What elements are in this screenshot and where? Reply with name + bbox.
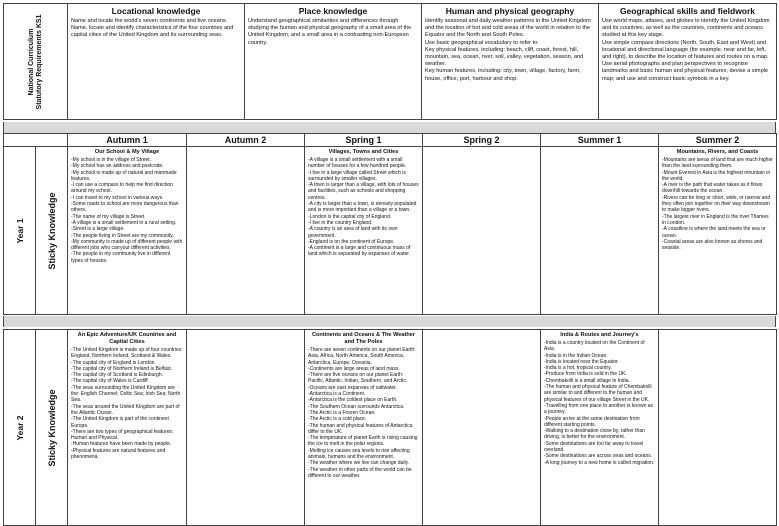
year-row [4,147,777,315]
term-header: Spring 2 [423,134,541,147]
knowledge-line: -India is located near the Equator. [544,358,619,365]
knowledge-line: -The temperature of planet Earth is rising causing the ice to melt in the polar regions. [308,435,418,448]
curriculum-column-skills [599,4,777,120]
curriculum-column-place [245,4,422,120]
term-cell-spring-2 [423,147,541,315]
term-header: Summer 2 [659,134,777,147]
knowledge-line: -The largest river in England is the river Thames in London. [662,213,769,226]
separator-band [3,122,776,133]
knowledge-line: -The name of my village is Street. [71,213,146,220]
term-cell-summer-2 [659,147,777,315]
curriculum-label-line: National Curriculum [27,28,35,95]
topic-title: Our School & My Village [94,149,160,155]
year-label-cell [4,330,36,526]
knowledge-line: -A continent is a large and continuous mass of land which is separated by expanses of water. [308,245,411,258]
curriculum-label-line: Statutory Requirements KS1 [35,14,43,109]
topic-title: An Epic Adventure/UK Countries and Capital Cities [77,332,177,345]
term-header-blank [4,134,68,147]
knowledge-line: -My school is made up of natural and manmade features. [71,169,177,182]
curriculum-column-title: Human and physical geography [445,6,575,16]
knowledge-line: -There are two types of geographical features: Human and Physical. [71,428,174,442]
knowledge-line: -The weather in other parts of the world can be different to our weather. [308,466,412,479]
sticky-knowledge-label: Sticky Knowledge [46,191,57,270]
curriculum-line: Key physical features, including: beach, cliff, coast, forest, hill, mountain, sea, ocean, river, soil, valley, vegetation, season, and weather. [425,46,584,68]
knowledge-line: -The United Kingdom is made up of four countries: England, Northern Ireland, Scotland & Wales. [71,347,183,360]
curriculum-column-locational [68,4,245,120]
knowledge-line: -There are seven continents on our planet Earth: Asia, Africa, North America, South America, Antarctica, Europe, Oceania. [308,347,416,366]
knowledge-line: -Coastal areas are also known as shores and seaside. [662,238,763,252]
year-label: Year 2 [14,414,25,441]
knowledge-line: -I can travel to my school in various ways. [71,194,164,201]
sticky-label-cell [36,330,68,526]
topic-title: India & Routes and Journey's [560,332,639,338]
year-label: Year 1 [14,217,25,244]
curriculum-line: Identify seasonal and daily weather patterns in the United Kingdom and the location of hot and cold areas of the world in relation to the Equator and the North and South Poles. [425,18,591,39]
curriculum-column-title: Locational knowledge [111,6,201,16]
curriculum-line: Name and locate the world's seven continents and five oceans. [71,18,228,24]
topic-title: Continents and Oceans & The Weather and The Poles [311,332,416,345]
term-header: Autumn 1 [68,134,187,147]
curriculum-line: Use simple compass directions (North, South, East and West) and locational and directional language (for example, near and far, left, and right), to describe the location of features and routes on a map. [602,39,769,61]
knowledge-line: -People arrive at the same destination from different starting points. [544,415,640,428]
term-cell-autumn-2 [187,147,305,315]
knowledge-line: -I can use a compass to help me find direction around my school. [71,182,173,195]
curriculum-table [3,3,777,120]
knowledge-line: -The capital city of Northern Ireland is Belfast. [71,365,173,372]
year-2-table [3,329,777,526]
term-header: Summer 1 [541,134,659,147]
topic-title: Mountains, Rivers, and Coasts [676,149,759,155]
knowledge-line: -Oceans are vast expanses of saltwater. [308,384,397,391]
knowledge-line: -A city is larger than a town, is densely populated and is more important than a village or a town. [308,201,417,214]
knowledge-line: -A coastline is where the land meets the sea or ocean. [662,226,766,239]
term-cell-autumn-1 [68,147,187,315]
knowledge-line: -The capital city of England is London. [71,359,156,366]
sticky-label-cell [36,147,68,315]
term-cell-summer-2 [659,330,777,526]
knowledge-line: -The seas surrounding the United Kingdom are the: English Channel; Celtic Sea; Irish Sea; North Sea. [71,384,181,404]
knowledge-line: -The capital city of Scotland is Edinburgh. [71,372,163,379]
knowledge-line: -The Arctic is a cold place. [308,416,367,423]
term-header: Spring 1 [305,134,423,147]
knowledge-line: -The people living in Street are my community. [71,232,174,239]
curriculum-label [4,4,68,120]
knowledge-line: -Physical features are natural features and phenomena. [71,447,166,461]
curriculum-line: Key human features, including: city, town, village, factory, farm, house, office, port, harbour and shop. [425,68,581,82]
term-header-row [3,133,777,147]
knowledge-line: -Mountains are areas of land that are much higher than the land surrounding them. [662,157,773,170]
year-row [4,330,777,526]
knowledge-line: -The Arctic is a Frozen Ocean. [308,409,376,416]
knowledge-line: -Some destinations are too far away to travel overland. [544,440,644,454]
knowledge-line: -The United Kingdom is part of the continent Europe. [71,416,169,429]
knowledge-line: -I live in the country England. [308,219,373,226]
knowledge-line: -Melting ice causes sea levels to rise affecting animals, humans and the environment. [308,447,410,461]
knowledge-line: -London is the capital city of England. [308,213,392,220]
knowledge-line: -Mount Everest in Asia is the highest mountain in the world. [662,169,771,182]
knowledge-line: -Antarctica is the coldest place on Earth. [308,397,398,404]
knowledge-line: -The capital city of Wales is Cardiff. [71,378,150,385]
knowledge-line: -There are five oceans on our planet Earth: Pacific, Atlantic, Indian, Southern, and Arctic. [308,372,408,385]
curriculum-column-title: Place knowledge [298,6,368,16]
knowledge-line: -India is a hot, tropical country. [544,365,612,372]
knowledge-line: -Some destinations are across seas and oceans. [544,453,653,460]
curriculum-column-human-physical [422,4,599,120]
sticky-knowledge-label: Sticky Knowledge [46,388,57,467]
knowledge-line: -The people in my community live in different types of houses. [71,251,171,264]
year-label-cell [4,147,36,315]
knowledge-line: -Travelling from one place to another is known as a journey. [544,402,654,416]
knowledge-line: -A village is a small settlement in a rural setting. [71,219,177,226]
knowledge-line: -A river is the path that water takes as it flows downhill towards the ocean. [662,182,763,195]
curriculum-column-title: Geographical skills and fieldwork [619,6,756,16]
term-cell-autumn-1 [68,330,187,526]
knowledge-line: -India is in the Indian Ocean. [544,352,608,359]
knowledge-line: -Antarctica is a Continent. [308,391,366,398]
topic-title: Villages, Towns and Cities [328,149,399,155]
knowledge-line: -The Southern Ocean surrounds Antarctica. [308,403,405,410]
knowledge-line: -My school has an address and postcode. [71,163,164,170]
knowledge-line: -Street is a large village. [71,226,125,233]
knowledge-line: -A village is a small settlement with a small number of houses for a few hundred people. [308,157,407,170]
knowledge-line: -Human features have been made by people. [71,441,172,448]
term-cell-autumn-2 [187,330,305,526]
curriculum-line: Use aerial photographs and plan perspectives to recognise landmarks and basic human and physical features; devise a simple map; and use and construct basic symbols in a key. [602,61,769,82]
knowledge-line: -The weather where we live can change daily. [308,460,410,467]
term-cell-summer-1 [541,147,659,315]
knowledge-line: -The human and physical feature of Chembakolli are similar to and different to the human and physical features of our village Street in the UK. [544,384,652,403]
term-cell-spring-1 [305,330,423,526]
term-cell-spring-1 [305,147,423,315]
knowledge-line: -A town is larger than a village, with lots of houses and facilities, such as schools and shopping centres. [308,182,419,201]
year-1-table [3,146,777,315]
knowledge-line: -Walking to a destination close by, rather than driving, is better for the environment. [544,428,645,441]
knowledge-line: -Rivers can be long or short, wide, or narrow and they often join together on their way downstream to make bigger rivers. [662,194,771,214]
curriculum-line: Use basic geographical vocabulary to refer to: [425,39,539,46]
knowledge-line: -The human and physical features of Antarctica differ to the UK. [308,422,413,435]
separator-band [3,316,776,327]
knowledge-line: -Produce from India is sold in the UK. [544,371,627,378]
term-cell-spring-2 [423,330,541,526]
knowledge-line: -Continents are large areas of land mass. [308,365,400,372]
knowledge-line: -India is a country located on the Continent of Asia. [544,340,645,353]
knowledge-line: -Some roads to school are more dangerous than others. [71,201,179,214]
term-header: Autumn 2 [187,134,305,147]
knowledge-line: -England is on the continent of Europe. [308,238,395,245]
knowledge-line: -The seas around the United Kingdom are part of the Atlantic Ocean. [71,403,180,416]
knowledge-line: -A country is an area of land with its own government. [308,226,398,239]
curriculum-line: Name, locate and identify characteristics of the four countries and capital cities of the United Kingdom and its surrounding seas. [71,25,234,39]
knowledge-line: -My school is in the village of Street. [71,157,152,163]
term-cell-summer-1 [541,330,659,526]
curriculum-line: Understand geographical similarities and differences through studying the human and physical geography of a small area of the United Kingdom, and a small area in a contrasting non-European country. [248,18,412,46]
knowledge-line: -I live in a large village called Street which is surrounded by smaller villages. [308,169,406,182]
knowledge-line: -Chembakolli is a small village in India. [544,377,630,384]
curriculum-line: Use world maps, atlases, and globes to identify the United Kingdom and its countries, as well as the countries, continents and oceans studied at this key stage. [602,18,770,39]
knowledge-line: -A long journey to a new home is called migration. [544,459,655,466]
knowledge-line: -My community is made up of different people with different jobs who carryout different activities. [71,238,183,252]
